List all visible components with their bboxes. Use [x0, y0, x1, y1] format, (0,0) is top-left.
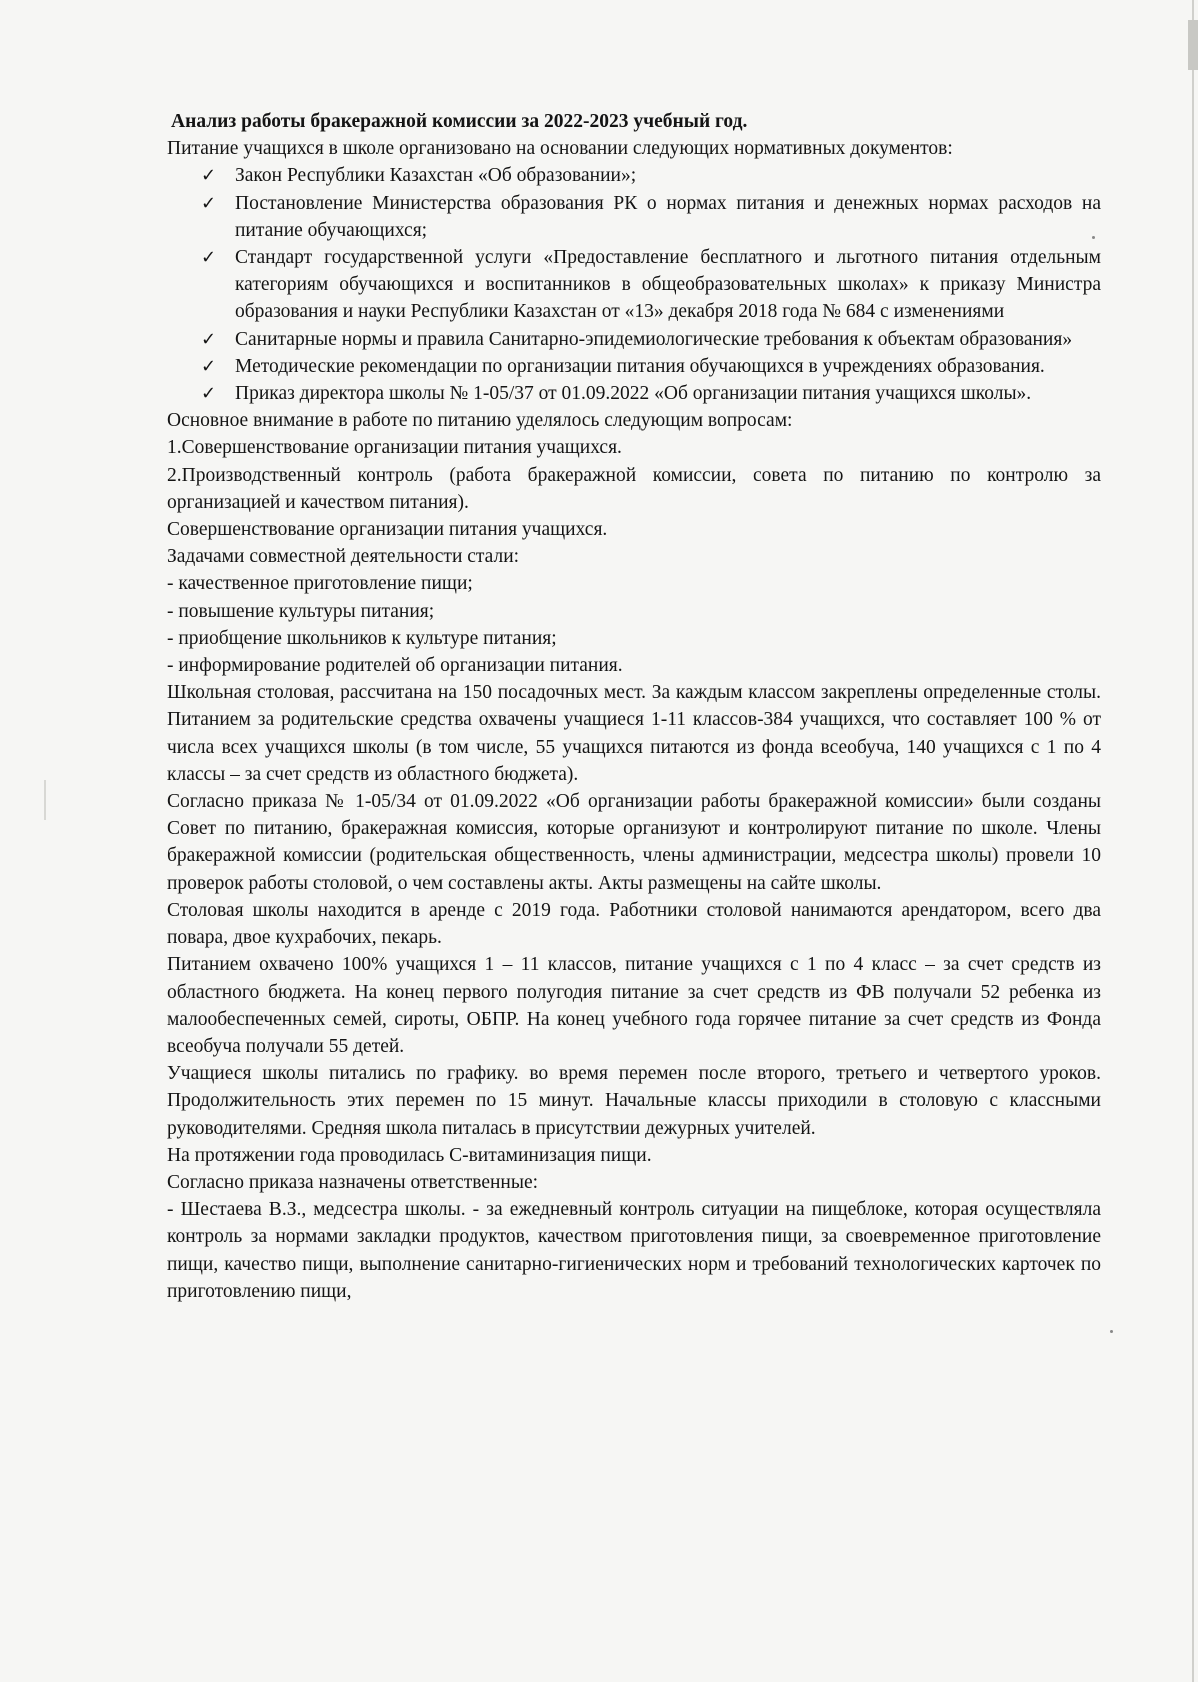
list-item: ✓ Санитарные нормы и правила Санитарно-эпидемиологические требования к объектам образования» — [167, 326, 1101, 353]
tasks-intro: Задачами совместной деятельности стали: — [167, 546, 520, 568]
body-paragraph: Школьная столовая, рассчитана на 150 посадочных мест. За каждым классом закреплены определенные столы. Питанием за родительские средства охвачены учащиеся 1-11 классов-384 учащихся, что составляет 100 % от числа всех учащихся школы (в том числе, 55 учащихся питаются из фонда всеобуча, 140 учащихся с 1 по 4 классы – за счет средств из областного бюджета). — [167, 682, 1101, 785]
list-item: ✓ Стандарт государственной услуги «Предоставление бесплатного и льготного питания отдельным категориям обучающихся и воспитанников в общеобразовательных школах» к приказу Министра образования и науки Республики Казахстан от «13» декабря 2018 года № 684 с изменениями — [167, 244, 1101, 326]
scan-speck — [1110, 1330, 1113, 1333]
focus-item: 1.Совершенствование организации питания учащихся. — [167, 437, 622, 459]
document-title: Анализ работы бракеражной комиссии за 2022-2023 учебный год. — [171, 111, 748, 132]
check-icon: ✓ — [201, 165, 217, 187]
task-item: - приобщение школьников к культуре питания; — [167, 627, 557, 649]
normative-documents-list — [167, 162, 1101, 407]
document-body — [167, 108, 1101, 1305]
body-paragraph: Питанием охвачено 100% учащихся 1 – 11 классов, питание учащихся с 1 по 4 класс – за счет средств из областного бюджета. На конец первого полугодия питание за счет средств из ФВ получали 52 ребенка из малообеспеченных семей, сироты, ОБПР. На конец учебного года горячее питание за счет средств из Фонда всеобуча получали 55 детей. — [167, 954, 1101, 1057]
body-paragraph: Согласно приказа назначены ответственные: — [167, 1171, 539, 1193]
check-icon: ✓ — [201, 328, 217, 350]
check-icon: ✓ — [201, 192, 217, 214]
page-edge-shadow — [1192, 0, 1194, 1682]
scan-artifact — [44, 780, 46, 820]
check-icon: ✓ — [201, 383, 217, 405]
task-item: - информирование родителей об организации питания. — [167, 655, 623, 677]
intro-paragraph: Питание учащихся в школе организовано на основании следующих нормативных документов: — [167, 138, 953, 160]
list-item: ✓ Закон Республики Казахстан «Об образовании»; — [167, 162, 1101, 189]
list-item: ✓ Приказ директора школы № 1-05/37 от 01.09.2022 «Об организации питания учащихся школы». — [167, 380, 1101, 407]
focus-item: 2.Производственный контроль (работа бракеражной комиссии, совета по питанию по контролю за организацией и качеством питания). — [167, 464, 1101, 513]
body-paragraph: Учащиеся школы питались по графику. во время перемен после второго, третьего и четвертого уроков. Продолжительность этих перемен по 15 минут. Начальные классы приходили в столовую с классными руководителями. Средняя школа питалась в присутствии дежурных учителей. — [167, 1063, 1101, 1139]
list-item: ✓ Постановление Министерства образования РК о нормах питания и денежных нормах расходов на питание обучающихся; — [167, 190, 1101, 244]
list-item: ✓ Методические рекомендации по организации питания обучающихся в учреждениях образования. — [167, 353, 1101, 380]
body-paragraph: Согласно приказа № 1-05/34 от 01.09.2022 «Об организации работы бракеражной комиссии» были созданы Совет по питанию, бракеражная комиссия, которые организуют и контролируют питание по школе. Члены бракеражной комиссии (родительская общественность, члены администрации, медсестра школы) провели 10 проверок работы столовой, о чем составлены акты. Акты размещены на сайте школы. — [167, 791, 1101, 894]
task-item: - повышение культуры питания; — [167, 600, 435, 622]
body-paragraph: На протяжении года проводилась С-витаминизация пищи. — [167, 1144, 652, 1166]
scan-artifact — [1188, 20, 1198, 70]
check-icon: ✓ — [201, 247, 217, 269]
check-icon: ✓ — [201, 355, 217, 377]
task-item: - качественное приготовление пищи; — [167, 573, 473, 595]
focus-intro: Основное внимание в работе по питанию уделялось следующим вопросам: — [167, 410, 793, 432]
focus-item: Совершенствование организации питания учащихся. — [167, 519, 608, 541]
body-paragraph: - Шестаева В.З., медсестра школы. - за ежедневный контроль ситуации на пищеблоке, которая осуществляла контроль за нормами закладки продуктов, качеством приготовления пищи, за своевременное приготовление пищи, качество пищи, выполнение санитарно-гигиенических норм и требований технологических карточек по приготовлению пищи, — [167, 1199, 1101, 1302]
body-paragraph: Столовая школы находится в аренде с 2019 года. Работники столовой нанимаются арендатором, всего два повара, двое кухрабочих, пекарь. — [167, 899, 1101, 949]
